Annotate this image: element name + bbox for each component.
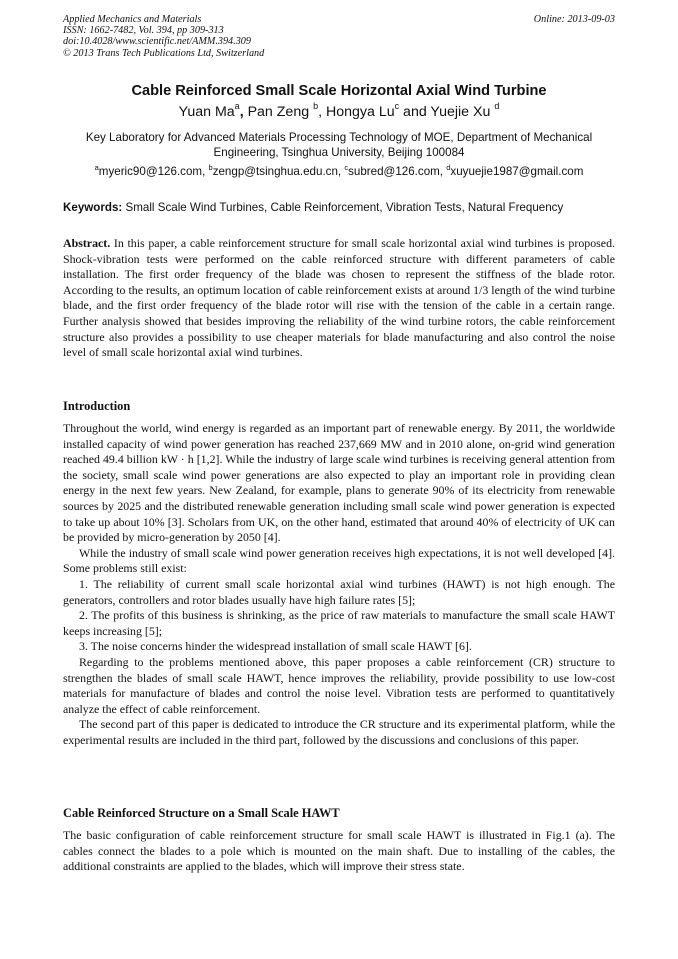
- copyright-line: © 2013 Trans Tech Publications Ltd, Switzerland: [63, 47, 265, 59]
- email-sup: c: [344, 163, 349, 172]
- email-address: subred@126.com,: [348, 165, 447, 178]
- paragraph: Regarding to the problems mentioned above, this paper proposes a cable reinforcement (CR) structure to strengthen the blades of small scale HAWT, hence improves the reliability, provide possibility to use low-cost materials for manufacture of blades and control the noise level. Vibration tests are performed to quantitatively analyze the effect of cable reinforcement.: [63, 654, 615, 716]
- email-address: myeric90@126.com,: [98, 165, 209, 178]
- abstract: [63, 236, 615, 361]
- author-emails: [40, 164, 638, 180]
- introduction-body: [63, 421, 615, 748]
- author-conjunction: and: [399, 104, 431, 120]
- list-item: 2. The profits of this business is shrinking, as the price of raw materials to manufacture the small scale HAWT keeps increasing [5];: [63, 608, 615, 638]
- cable-section-body: [63, 828, 615, 875]
- author-separator: ,: [239, 104, 244, 120]
- author-name: Yuejie Xu: [430, 104, 491, 120]
- author-list: [40, 102, 638, 122]
- journal-header: [63, 14, 615, 59]
- paragraph: The second part of this paper is dedicated to introduce the CR structure and its experimental platform, while the experimental results are included in the third part, followed by the discussions and conclusions of this paper.: [63, 717, 615, 747]
- doi-line: doi:10.4028/www.scientific.net/AMM.394.309: [63, 36, 251, 48]
- email-address: xuyuejie1987@gmail.com: [450, 165, 584, 178]
- email-sup: a: [94, 163, 99, 172]
- paper-title: Cable Reinforced Small Scale Horizontal Axial Wind Turbine: [131, 83, 547, 99]
- keywords-label: Keywords:: [63, 201, 123, 214]
- affiliation: Key Laboratory for Advanced Materials Processing Technology of MOE, Department of Mechanical Engineering, Tsinghua University, Beijing 100084: [85, 131, 593, 159]
- author-separator: ,: [318, 104, 323, 120]
- author-sup: d: [494, 101, 500, 111]
- author-sup: b: [313, 101, 319, 111]
- online-date: Online: 2013-09-03: [533, 14, 615, 25]
- journal-name: Applied Mechanics and Materials: [63, 14, 202, 25]
- section-heading-introduction: Introduction: [63, 399, 131, 413]
- author-sup: c: [394, 101, 400, 111]
- author-name: Pan Zeng: [243, 104, 310, 120]
- email-sup: b: [208, 163, 213, 172]
- author-name: Yuan Ma: [178, 104, 235, 120]
- email-address: zengp@tsinghua.edu.cn,: [212, 165, 345, 178]
- abstract-text: In this paper, a cable reinforcement structure for small scale horizontal axial wind turbines is proposed. Shock-vibration tests were performed on the cable reinforced structure with different parameters of cable installation. The first order frequency of the blade was chosen to represent the stiffness of the blade rotor. According to the results, an optimum location of cable reinforcement exists at around 1/3 length of the wind turbine blade, and the first order frequency of the blade rotor will rise with the tension of the cable in a certain range. Further analysis showed that besides improving the reliability of the wind turbine rotors, the cable reinforcement structure also provides a possibility to use cheaper materials for blade manufacturing and also control the noise level of small scale horizontal axial wind turbines.: [63, 236, 615, 360]
- paragraph: The basic configuration of cable reinforcement structure for small scale HAWT is illustrated in Fig.1 (a). The cables connect the blades to a pole which is mounted on the main shaft. Due to installing of the cables, the additional constraints are applied to the blades, which will improve their stress state.: [63, 828, 615, 874]
- section-heading-cable-structure: Cable Reinforced Structure on a Small Scale HAWT: [63, 806, 340, 820]
- issn-line: ISSN: 1662-7482, Vol. 394, pp 309-313: [63, 25, 224, 37]
- paragraph: While the industry of small scale wind power generation receives high expectations, it is not well developed [4]. Some problems still exist:: [63, 545, 615, 576]
- list-item: 1. The reliability of current small scale horizontal axial wind turbines (HAWT) is not high enough. The generators, controllers and rotor blades usually have high failure rates [5];: [63, 576, 615, 607]
- paragraph: Throughout the world, wind energy is regarded as an important part of renewable energy. By 2011, the worldwide installed capacity of wind power generation has reached 237,669 MW and in 2010 alone, on-grid wind generation reached 49.4 billion kW · h [1,2]. While the industry of large scale wind turbines is receiving general attention from the society, small scale wind power generations are also expected to play an important role in providing clean energy in the next few years. New Zealand, for example, plans to generate 90% of its electricity from renewable sources by 2025 and the distributed renewable generation including small scale wind power generation is expected to take up about 10% [3]. Scholars from UK, on the other hand, estimated that around 40% of electricity of UK can be provided by micro-generation by 2050 [4].: [63, 421, 615, 545]
- keywords: [63, 200, 623, 216]
- keywords-text: Small Scale Wind Turbines, Cable Reinforcement, Vibration Tests, Natural Frequency: [122, 201, 564, 214]
- abstract-label: Abstract.: [63, 236, 111, 250]
- email-sup: d: [446, 163, 451, 172]
- author-sup: a: [234, 101, 240, 111]
- list-item: 3. The noise concerns hinder the widespread installation of small scale HAWT [6].: [79, 639, 472, 654]
- author-name: Hongya Lu: [322, 104, 395, 120]
